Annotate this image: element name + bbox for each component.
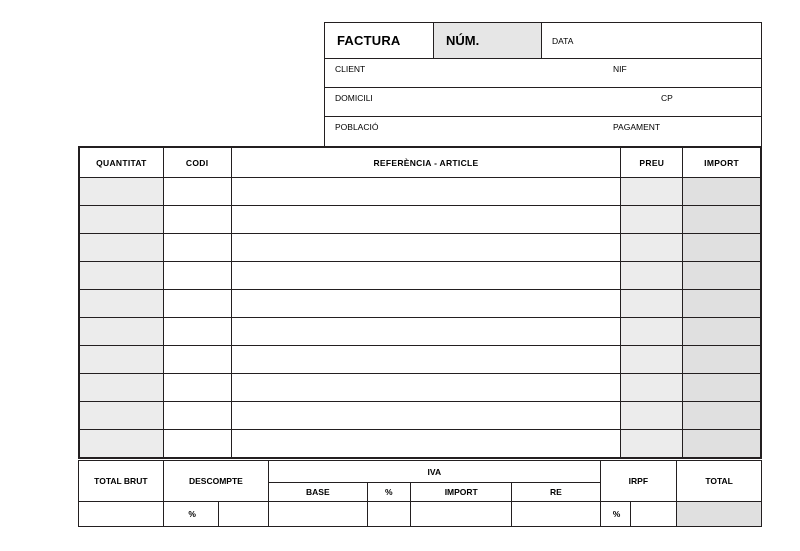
cell-codi[interactable] bbox=[163, 234, 231, 262]
cell-referencia[interactable] bbox=[231, 290, 621, 318]
cell-import[interactable] bbox=[683, 206, 761, 234]
iva-re-header: RE bbox=[512, 483, 600, 502]
domicili-label: DOMICILI bbox=[335, 93, 373, 103]
cell-referencia[interactable] bbox=[231, 206, 621, 234]
irpf-header: IRPF bbox=[600, 461, 677, 502]
table-row bbox=[80, 318, 761, 346]
total-brut-header: TOTAL BRUT bbox=[79, 461, 164, 502]
cell-preu[interactable] bbox=[621, 178, 683, 206]
cell-quantitat[interactable] bbox=[80, 262, 164, 290]
factura-title: FACTURA bbox=[337, 33, 401, 48]
irpf-percent-symbol[interactable]: % bbox=[600, 502, 630, 527]
descompte-value[interactable] bbox=[218, 502, 269, 527]
column-header-quantitat: QUANTITAT bbox=[80, 148, 164, 178]
iva-import-header: IMPORT bbox=[411, 483, 512, 502]
iva-import-value[interactable] bbox=[411, 502, 512, 527]
cell-referencia[interactable] bbox=[231, 374, 621, 402]
table-row bbox=[80, 262, 761, 290]
cell-preu[interactable] bbox=[621, 346, 683, 374]
total-header: TOTAL bbox=[677, 461, 762, 502]
cell-referencia[interactable] bbox=[231, 262, 621, 290]
cell-quantitat[interactable] bbox=[80, 374, 164, 402]
invoice-header-block bbox=[324, 22, 762, 147]
items-table-header-row bbox=[80, 148, 761, 178]
column-header-codi: CODI bbox=[163, 148, 231, 178]
table-row bbox=[80, 234, 761, 262]
cell-import[interactable] bbox=[683, 290, 761, 318]
table-row bbox=[80, 430, 761, 458]
cell-import[interactable] bbox=[683, 262, 761, 290]
irpf-value[interactable] bbox=[630, 502, 677, 527]
cell-preu[interactable] bbox=[621, 430, 683, 458]
cell-codi[interactable] bbox=[163, 290, 231, 318]
nif-label: NIF bbox=[613, 64, 627, 74]
pagament-label: PAGAMENT bbox=[613, 122, 661, 132]
cell-preu[interactable] bbox=[621, 234, 683, 262]
totals-table bbox=[78, 460, 762, 527]
header-row-client bbox=[325, 59, 761, 88]
iva-base-header: BASE bbox=[269, 483, 367, 502]
iva-base-value[interactable] bbox=[269, 502, 367, 527]
poblacio-label: POBLACIÓ bbox=[335, 122, 379, 132]
cell-codi[interactable] bbox=[163, 206, 231, 234]
cell-quantitat[interactable] bbox=[80, 178, 164, 206]
cell-codi[interactable] bbox=[163, 430, 231, 458]
totals-header-row-1 bbox=[79, 461, 762, 483]
cell-codi[interactable] bbox=[163, 402, 231, 430]
cell-referencia[interactable] bbox=[231, 402, 621, 430]
cell-referencia[interactable] bbox=[231, 234, 621, 262]
descompte-percent-symbol[interactable]: % bbox=[163, 502, 218, 527]
cell-import[interactable] bbox=[683, 318, 761, 346]
cell-referencia[interactable] bbox=[231, 178, 621, 206]
total-value[interactable] bbox=[677, 502, 762, 527]
cp-label: CP bbox=[661, 93, 673, 103]
table-row bbox=[80, 346, 761, 374]
cell-preu[interactable] bbox=[621, 318, 683, 346]
totals-value-row bbox=[79, 502, 762, 527]
data-field[interactable]: DATA bbox=[541, 23, 761, 58]
descompte-header: DESCOMPTE bbox=[163, 461, 268, 502]
cell-referencia[interactable] bbox=[231, 430, 621, 458]
table-row bbox=[80, 206, 761, 234]
num-field[interactable]: NÚM. bbox=[433, 23, 541, 58]
cell-import[interactable] bbox=[683, 430, 761, 458]
iva-header: IVA bbox=[269, 461, 600, 483]
cell-referencia[interactable] bbox=[231, 346, 621, 374]
cell-preu[interactable] bbox=[621, 374, 683, 402]
cell-preu[interactable] bbox=[621, 262, 683, 290]
table-row bbox=[80, 402, 761, 430]
cell-import[interactable] bbox=[683, 234, 761, 262]
iva-percent-header: % bbox=[367, 483, 411, 502]
cell-import[interactable] bbox=[683, 178, 761, 206]
header-row-domicili bbox=[325, 88, 761, 117]
cell-codi[interactable] bbox=[163, 178, 231, 206]
cell-quantitat[interactable] bbox=[80, 346, 164, 374]
cell-import[interactable] bbox=[683, 402, 761, 430]
client-label: CLIENT bbox=[335, 64, 366, 74]
cell-referencia[interactable] bbox=[231, 318, 621, 346]
cell-quantitat[interactable] bbox=[80, 318, 164, 346]
cell-import[interactable] bbox=[683, 346, 761, 374]
cell-codi[interactable] bbox=[163, 374, 231, 402]
column-header-preu: PREU bbox=[621, 148, 683, 178]
cell-codi[interactable] bbox=[163, 346, 231, 374]
column-header-import: IMPORT bbox=[683, 148, 761, 178]
cell-quantitat[interactable] bbox=[80, 402, 164, 430]
items-table-body bbox=[80, 178, 761, 458]
cell-preu[interactable] bbox=[621, 402, 683, 430]
cell-quantitat[interactable] bbox=[80, 430, 164, 458]
cell-quantitat[interactable] bbox=[80, 290, 164, 318]
column-header-referencia: REFERÈNCIA - ARTICLE bbox=[231, 148, 621, 178]
header-row-factura bbox=[325, 23, 761, 59]
cell-codi[interactable] bbox=[163, 318, 231, 346]
cell-preu[interactable] bbox=[621, 206, 683, 234]
cell-import[interactable] bbox=[683, 374, 761, 402]
table-row bbox=[80, 290, 761, 318]
iva-re-value[interactable] bbox=[512, 502, 600, 527]
cell-quantitat[interactable] bbox=[80, 234, 164, 262]
table-row bbox=[80, 178, 761, 206]
cell-preu[interactable] bbox=[621, 290, 683, 318]
header-row-poblacio bbox=[325, 117, 761, 146]
iva-percent-value[interactable] bbox=[367, 502, 411, 527]
total-brut-value[interactable] bbox=[79, 502, 164, 527]
table-row bbox=[80, 374, 761, 402]
cell-quantitat[interactable] bbox=[80, 206, 164, 234]
items-table bbox=[78, 146, 762, 459]
cell-codi[interactable] bbox=[163, 262, 231, 290]
